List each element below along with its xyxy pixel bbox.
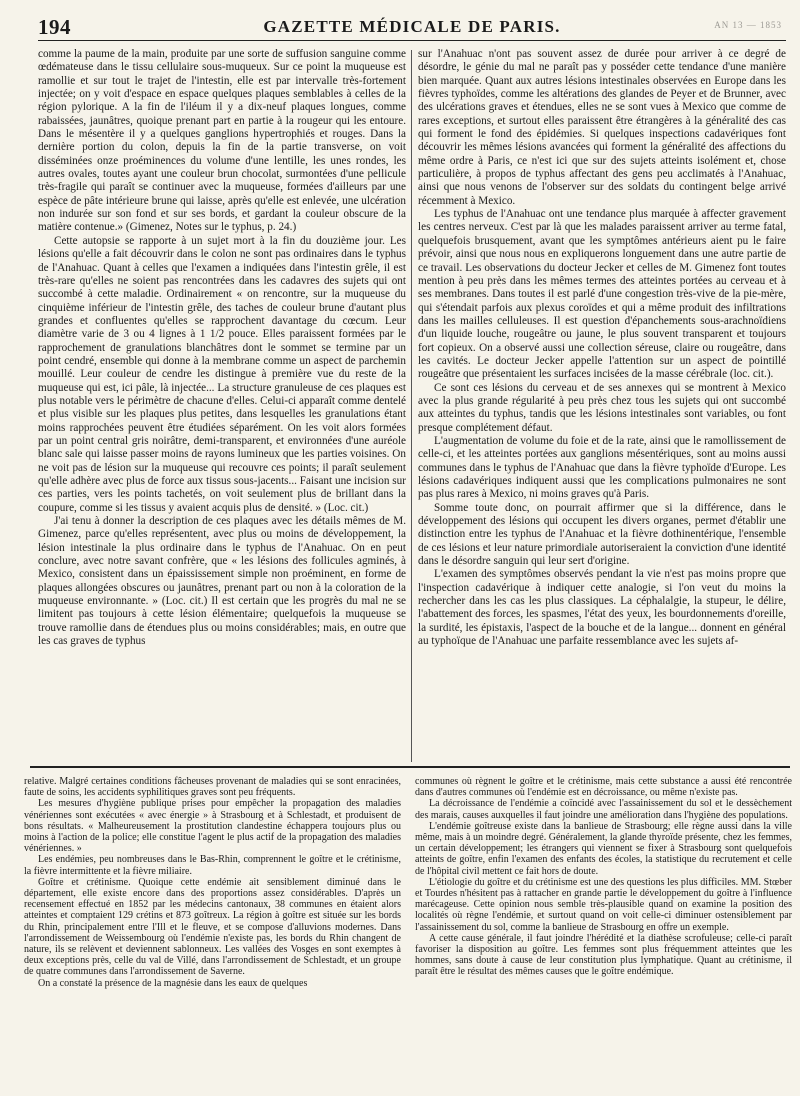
paragraph: L'augmentation de volume du foie et de la rate, ainsi que le ramollissement de celle-ci, et les atteintes portées aux ganglions mésentériques, sont au moins aussi communes dans le typhus de l'Anahuac que dans la fièvre typhoïde d'Europe. Les lésions cadavériques indiquent aussi que les complications pulmonaires ne sont pas plus rares à Mexico, ni moins graves qu'à Paris. xyxy=(418,434,786,501)
upper-left-column xyxy=(38,48,406,763)
section-divider xyxy=(30,766,790,768)
paragraph: Ce sont ces lésions du cerveau et de ses annexes qui se montrent à Mexico avec la plus grande régularité à peu près chez tous les sujets qui ont succombé aux atteintes du typhus, tandis que les lésions intestinales sont variables, ou font presque complétement défaut. xyxy=(418,381,786,434)
paragraph: Les mesures d'hygiène publique prises pour empêcher la propagation des maladies vénériennes sont exécutées « avec énergie » à Strasbourg et à Schlestadt, et produisent de bons résultats. « Malheureusement la prostitution clandestine échappera toujours plus ou moins à l'action de la police; elle constitue l'agent le plus actif de la propagation des maladies vénériennes. » xyxy=(24,798,401,855)
paragraph: Somme toute donc, on pourrait affirmer que si la différence, dans le développement des lésions qui occupent les divers organes, permet d'établir une distinction entre les typhus de l'Anahuac et la fièvre dothinentérique, l'ensemble de ces lésions et leur nature primordiale autoriseraient la conviction d'une identité dans le désordre sanguin qui leur sert d'origine. xyxy=(418,501,786,568)
paragraph: On a constaté la présence de la magnésie dans les eaux de quelques xyxy=(38,977,308,989)
paragraph: L'endémie goîtreuse existe dans la banlieue de Strasbourg; elle règne aussi dans la ville même, mais à un moindre degré. Généralement, la glande thyroïde présente, chez les femmes, un certain développement; les étrangers qui viennent se fixer à Strasbourg sont quelquefois atteints de goître, enfin l'examen des enfants des écoles, la statistique du recrutement et celle de l'hôpital civil mettent ce fait hors de doute. xyxy=(415,820,792,877)
corner-stamp: AN 13 — 1853 xyxy=(714,20,782,30)
column-divider xyxy=(411,50,412,762)
page-header xyxy=(38,14,786,41)
paragraph: L'étiologie du goître et du crétinisme est une des questions les plus difficiles. MM. Stœber et Tourdes n'hésitent pas à rattacher en grande partie le développement du goître à l'influence marécageuse. Cette opinion nous semble très-plausible quand on examine la position des localités où règne l'endémie, et surtout quand on voit celle-ci diminuer ostensiblement par l'assainissement du sol, comme la banlieue de Strasbourg en offre un exemple. xyxy=(415,876,792,933)
paragraph: communes où règnent le goître et le crétinisme, mais cette substance a aussi été rencontrée dans d'autres communes où l'endémie est en décroissance, ou même n'existe pas. xyxy=(415,776,792,799)
paragraph: Les typhus de l'Anahuac ont une tendance plus marquée à affecter gravement les centres nerveux. C'est par là que les malades paraissent arriver au terme fatal, quelquefois brusquement, avant que les symptômes antérieurs aient pu le faire prévoir, ainsi que nous nous en expliquerons longuement dans une autre partie de ce travail. Les observations du docteur Jecker et celles de M. Gimenez font toutes mention à peu près dans les mêmes termes des atteintes portées au cerveau et à ses membranes. Dans toutes il est parlé d'une congestion très-vive de la pie-mère, qui s'étendait parfois aux plexus coroïdes et qui a même produit des infiltrations dans les mailles celluleuses. Il est question d'épanchements sous-arachnoïdiens d'un liquide louche, rougeâtre ou jaune, le plus souvent transparent et toujours fort copieux. On a observé aussi une collection séreuse, claire ou rougeâtre, dans les cavités. Le docteur Jecker appelle l'attention sur un aspect de pointillé rougeâtre que présentaient les surfaces incisées de la masse cérébrale (loc. cit.). xyxy=(418,208,786,381)
paragraph: A cette cause générale, il faut joindre l'hérédité et la diathèse scrofuleuse; celle-ci paraît favoriser la disposition au goître. Les femmes sont plus fréquemment atteintes que les hommes, sans doute à cause de leur constitution plus lymphatique. Quant au crétinisme, il paraît être le résultat des mêmes causes que le goître endémique. xyxy=(415,932,792,978)
paragraph: J'ai tenu à donner la description de ces plaques avec les détails mêmes de M. Gimenez, parce qu'elles représentent, avec plus ou moins de développement, la lésion intestinale la plus ordinaire dans le typhus de l'Anahuac. On en peut conclure, avec notre savant confrère, que « les lésions des follicules agminés, à Mexico, consistent dans un épaississement simple non proéminent, en forme de plaques allongées obscures ou jaunâtres, prenant part ou non à la coloration de la muqueuse environnante. » (Loc. cit.) Il est certain que les progrès du mal ne se limitent pas toujours à cette lésion élémentaire; quelquefois la muqueuse se trouve ramollie dans de étendues plus ou moins considérables; mais, en outre que les cas graves de typhus xyxy=(38,515,406,648)
upper-right-column xyxy=(418,48,786,763)
upper-article xyxy=(38,48,786,763)
paragraph: Cette autopsie se rapporte à un sujet mort à la fin du douzième jour. Les lésions qu'elle a fait découvrir dans le colon ne sont pas ordinaires dans le typhus de l'Anahuac. Quant à celles que l'examen a indiquées dans l'intestin grêle, il est très-rare qu'elles ne soient pas rencontrées dans les cadavres des sujets qui ont succombé à cette maladie. Ordinairement « on rencontre, sur la muqueuse du cinquième inférieur de l'intestin grêle, des taches de couleur brune d'autant plus grandes et confluentes qu'elles se rapprochent davantage du cœcum. Leur diamètre varie de 3 ou 4 lignes à 1 1/2 pouce. Elles paraissent formées par le rapprochement de granulations blanchâtres dont le sommet se termine par un point cendré, ensemble qui donne à la membrane comme un aspect de parchemin mouillé. Leur couleur de cendre les distingue à première vue du reste de la muqueuse qui est, ici pâle, là injectée... La structure granuleuse de ces plaques est plus notable vers le périmètre de chacune d'elles. Celui-ci apparaît comme dentelé et plus visible sur les plaques plus petites, dans lesquelles les granulations étant moins rapprochées peuvent être étudiées séparément. On les voit alors formées par un point central gris noirâtre, demi-transparent, et environnées d'une auréole blanc sale qui laisse passer moins de rayons lumineux que les parties voisines. On ne voit pas de lésion sur la muqueuse qui recouvre ces points; il paraît seulement qu'elle adhère avec plus de force aux tissus sous-jacents... Faisant une incision sur ces parties, vers les points tachetés, on voit seulement plus de brillant dans la coupure, comme si les tissus y avaient acquis plus de densité. » (Loc. cit.) xyxy=(38,234,406,514)
paragraph: La décroissance de l'endémie a coïncidé avec l'assainissement du sol et le dessèchement des marais, causes auxquelles il faut joindre une amélioration dans l'hygiène des populations. xyxy=(415,798,792,821)
lower-left-column xyxy=(24,776,401,1088)
journal-title: GAZETTE MÉDICALE DE PARIS. xyxy=(263,17,561,36)
paragraph: relative. Malgré certaines conditions fâcheuses provenant de maladies qui se sont enracinées, faute de soins, les accidents syphilitiques graves sont peu fréquents. xyxy=(24,776,401,799)
lower-right-column xyxy=(415,776,792,1088)
paragraph: sur l'Anahuac n'ont pas souvent assez de durée pour arriver à ce degré de désordre, le génie du mal ne paraît pas y posséder cette tendance d'une manière bien marquée. Quant aux autres lésions intestinales observées en Europe dans les fièvres typhoïdes, comme les altérations des glandes de Peyer et de Brunner, avec des ulcérations graves et étendues, elles ne se sont vues à Mexico que comme de rares exceptions, et surtout elles paraissent être étrangères à la généralité des cas qui forment le fond des épidémies. Si quelques inspections cadavériques font découvrir les mêmes lésions avancées qui forment la généralité des affections du même ordre à Paris, ce n'est ici que sur des sujets atteints isolément et, chose particulière, à propos de typhus affectant des gens peu acclimatés à l'Anahuac, ainsi que nous venons de l'observer sur des soldats du contingent belge arrivé récemment à Mexico. xyxy=(418,48,786,207)
paragraph: comme la paume de la main, produite par une sorte de suffusion sanguine comme œdémateuse dans le tissu cellulaire sous-muqueux. Sur ce point la muqueuse est ramollie et sur tout le trajet de l'intestin, elle est par intervalle très-fortement injectée; on y voit d'espace en espace quelques plaques semblables à celles de la région pylorique. A la fin de l'iléum il y a dix-neuf plaques longues, comme rabaissées, jaunâtres, quoique prenant part en partie à la rougeur qui les entoure. Dans le mésentère il y a quelques ganglions hypertrophiés et rouges. Dans la dernière portion du colon, depuis la fin de la partie transverse, on voit disséminées onze proéminences du volume d'une lentille, les unes rondes, les autres ovales, toutes ayant une couleur brun chocolat, surmontées d'une pellicule très-fragile qui paraît se continuer avec la muqueuse, formées d'ailleurs par une espèce de pâte intérieure brune qui laisse, après qu'elle est enlevée, une ulcération non indurée sur son fond et sur ses bords, et gardant la couleur obscure de la matière contenue.» (Gimenez, Notes sur le typhus, p. 24.) xyxy=(38,48,406,234)
lower-article xyxy=(24,776,792,1088)
paragraph: Goître et crétinisme. Quoique cette endémie ait sensiblement diminué dans le département, elle existe encore dans des proportions assez considérables. D'après un recensement effectué en 1852 par les médecins cantonaux, 38 communes en étaient alors atteintes et comptaient 129 crétins et 873 goîtreux. La région à goître est située sur les bords du Rhin, principalement entre l'Ill et le fleuve, et se compose d'alluvions modernes. Dans l'arrondissement de Weissembourg où l'endémie n'existe pas, les bords du Rhin changent de nature, ils se relèvent et deviennent sablonneux. Les vallées des Vosges en sont exemptes à deux exceptions près, celle du val de Villé, dans l'arrondissement de Schlestadt, et un groupe de quatre communes dans l'arrondissement de Saverne. xyxy=(24,876,401,978)
paragraph: Les endémies, peu nombreuses dans le Bas-Rhin, comprennent le goître et le crétinisme, la fièvre intermittente et la fièvre miliaire. xyxy=(24,854,401,877)
page-number: 194 xyxy=(38,15,71,39)
paragraph: L'examen des symptômes observés pendant la vie n'est pas moins propre que l'inspection cadavérique à indiquer cette analogie, si l'on veut du moins la rechercher dans les cas les plus classiques. La céphalalgie, la stupeur, le délire, l'abattement des forces, les spasmes, l'état des yeux, les bourdonnements d'oreille, la surdité, les épistaxis, l'aspect de la bouche et de la langue... donnent en général au typhoïque de l'Anahuac une parfaite ressemblance avec les sujets af- xyxy=(418,568,786,648)
